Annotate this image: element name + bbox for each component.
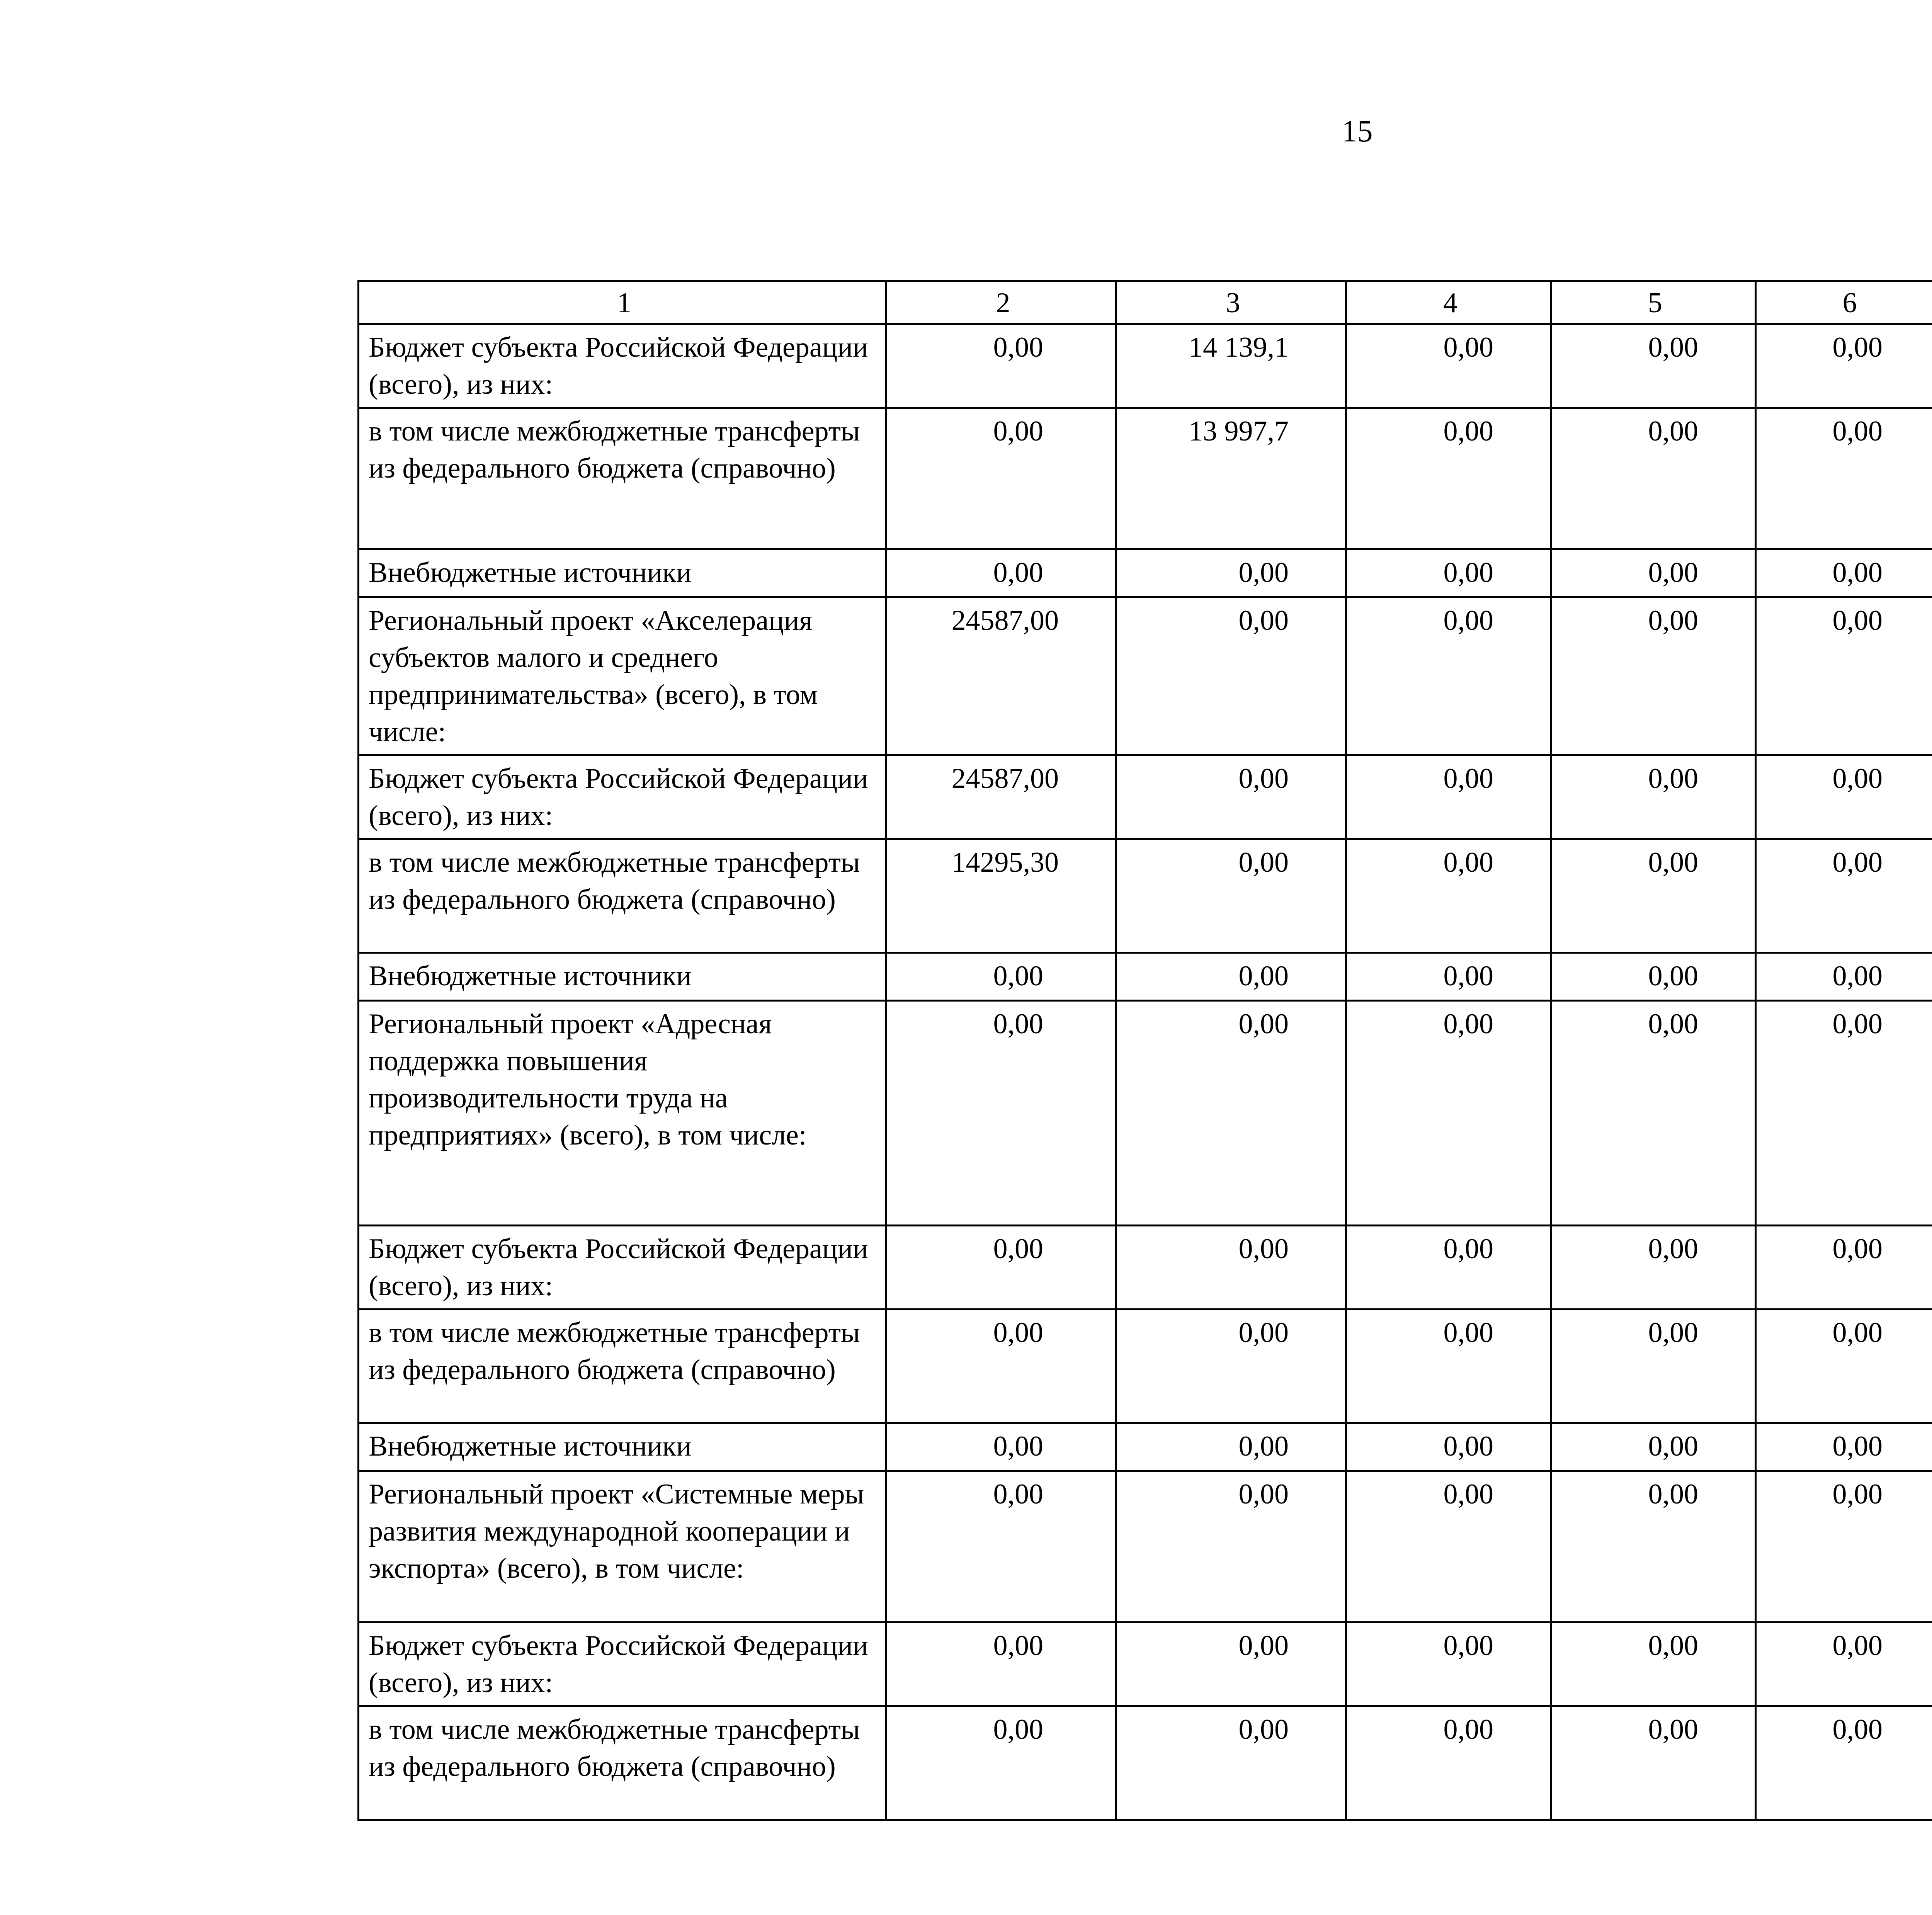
table-cell: 0,00 [1756,1706,1932,1820]
table-cell: 0,00 [1346,408,1551,549]
row-label: Бюджет субъекта Российской Федерации (всего), из них: [359,755,886,839]
table-cell: 0,00 [1346,1310,1551,1423]
table-cell: 13 997,7 [1116,408,1346,549]
column-header: 4 [1346,281,1551,324]
table-row [359,953,1932,1001]
row-label: Внебюджетные источники [359,1423,886,1471]
row-label: в том числе межбюджетные трансферты из федерального бюджета (справочно) [359,1706,886,1820]
table-cell: 0,00 [886,1622,1116,1706]
table-cell: 0,00 [1756,1471,1932,1622]
table-row [359,597,1932,755]
table-cell: 0,00 [1756,408,1932,549]
table-row [359,549,1932,597]
table-cell: 0,00 [886,1706,1116,1820]
table-cell: 0,00 [1116,1001,1346,1226]
table-cell: 0,00 [886,408,1116,549]
row-label: Региональный проект «Адресная поддержка повышения производительности труда на предприятиях» (всего), в том числе: [359,1001,886,1226]
row-label: Бюджет субъекта Российской Федерации (всего), из них: [359,1622,886,1706]
table-cell: 0,00 [1116,953,1346,1001]
table-cell: 0,00 [1756,1310,1932,1423]
table-cell: 0,00 [1551,324,1756,408]
table-cell: 0,00 [1116,755,1346,839]
table-cell: 0,00 [1756,597,1932,755]
table-cell: 0,00 [1116,1423,1346,1471]
table-cell: 14295,30 [886,839,1116,953]
budget-table [357,280,1932,1821]
table-cell: 0,00 [1346,839,1551,953]
column-header: 2 [886,281,1116,324]
row-label: в том числе межбюджетные трансферты из федерального бюджета (справочно) [359,1310,886,1423]
table-cell: 0,00 [886,953,1116,1001]
table-row [359,1622,1932,1706]
row-label: Бюджет субъекта Российской Федерации (всего), из них: [359,324,886,408]
table-cell: 0,00 [1551,597,1756,755]
table-cell: 0,00 [1756,1001,1932,1226]
table-header-row [359,281,1932,324]
table-cell: 0,00 [1551,1310,1756,1423]
row-label: Региональный проект «Системные меры развития международной кооперации и экспорта» (всего), в том числе: [359,1471,886,1622]
table-cell: 0,00 [1346,1001,1551,1226]
table-row [359,1001,1932,1226]
table-cell: 0,00 [1756,549,1932,597]
table-cell: 0,00 [1346,1706,1551,1820]
table-cell: 0,00 [1116,1706,1346,1820]
table-cell: 0,00 [1116,1226,1346,1310]
table-cell: 0,00 [1116,597,1346,755]
column-header: 3 [1116,281,1346,324]
table-cell: 24587,00 [886,597,1116,755]
table-cell: 0,00 [1551,549,1756,597]
row-label: Внебюджетные источники [359,549,886,597]
table-cell: 0,00 [886,324,1116,408]
page-number: 15 [1342,114,1373,148]
column-header: 5 [1551,281,1756,324]
table-row [359,1423,1932,1471]
table-cell: 0,00 [1551,755,1756,839]
table-cell: 0,00 [1346,549,1551,597]
table-cell: 0,00 [1116,1622,1346,1706]
table-cell: 0,00 [886,1423,1116,1471]
table-cell: 0,00 [1551,1706,1756,1820]
column-header: 1 [359,281,886,324]
table-cell: 0,00 [1756,953,1932,1001]
table-cell: 0,00 [1116,1310,1346,1423]
table-row [359,1706,1932,1820]
column-header: 6 [1756,281,1932,324]
table-cell: 0,00 [1346,755,1551,839]
row-label: в том числе межбюджетные трансферты из федерального бюджета (справочно) [359,839,886,953]
table-cell: 0,00 [1756,324,1932,408]
table-cell: 0,00 [1346,324,1551,408]
table-cell: 0,00 [1551,1471,1756,1622]
table-cell: 0,00 [1346,1423,1551,1471]
row-label: в том числе межбюджетные трансферты из федерального бюджета (справочно) [359,408,886,549]
table-cell: 0,00 [1756,1423,1932,1471]
table-cell: 0,00 [1756,755,1932,839]
table-row [359,408,1932,549]
table-row [359,1226,1932,1310]
table-cell: 0,00 [1346,953,1551,1001]
table-cell: 14 139,1 [1116,324,1346,408]
row-label: Внебюджетные источники [359,953,886,1001]
table-cell: 0,00 [1551,1622,1756,1706]
table-row [359,839,1932,953]
table-cell: 0,00 [886,1471,1116,1622]
table-row [359,1310,1932,1423]
table-row [359,755,1932,839]
table-cell: 24587,00 [886,755,1116,839]
table-cell: 0,00 [886,1310,1116,1423]
table-cell: 0,00 [1551,1226,1756,1310]
table-cell: 0,00 [1116,549,1346,597]
table-cell: 0,00 [1756,839,1932,953]
table-cell: 0,00 [1346,1622,1551,1706]
row-label: Региональный проект «Акселерация субъектов малого и среднего предпринимательства» (всего), в том числе: [359,597,886,755]
table-cell: 0,00 [1551,1001,1756,1226]
table-cell: 0,00 [1551,953,1756,1001]
table-cell: 0,00 [886,1226,1116,1310]
row-label: Бюджет субъекта Российской Федерации (всего), из них: [359,1226,886,1310]
table-cell: 0,00 [1756,1622,1932,1706]
table-row [359,1471,1932,1622]
table-cell: 0,00 [886,1001,1116,1226]
table-cell: 0,00 [886,549,1116,597]
table-cell: 0,00 [1346,1471,1551,1622]
table-cell: 0,00 [1551,1423,1756,1471]
table-cell: 0,00 [1116,1471,1346,1622]
table-cell: 0,00 [1346,1226,1551,1310]
table-cell: 0,00 [1551,839,1756,953]
table-cell: 0,00 [1346,597,1551,755]
table-cell: 0,00 [1116,839,1346,953]
table-cell: 0,00 [1551,408,1756,549]
table-row [359,324,1932,408]
table-cell: 0,00 [1756,1226,1932,1310]
